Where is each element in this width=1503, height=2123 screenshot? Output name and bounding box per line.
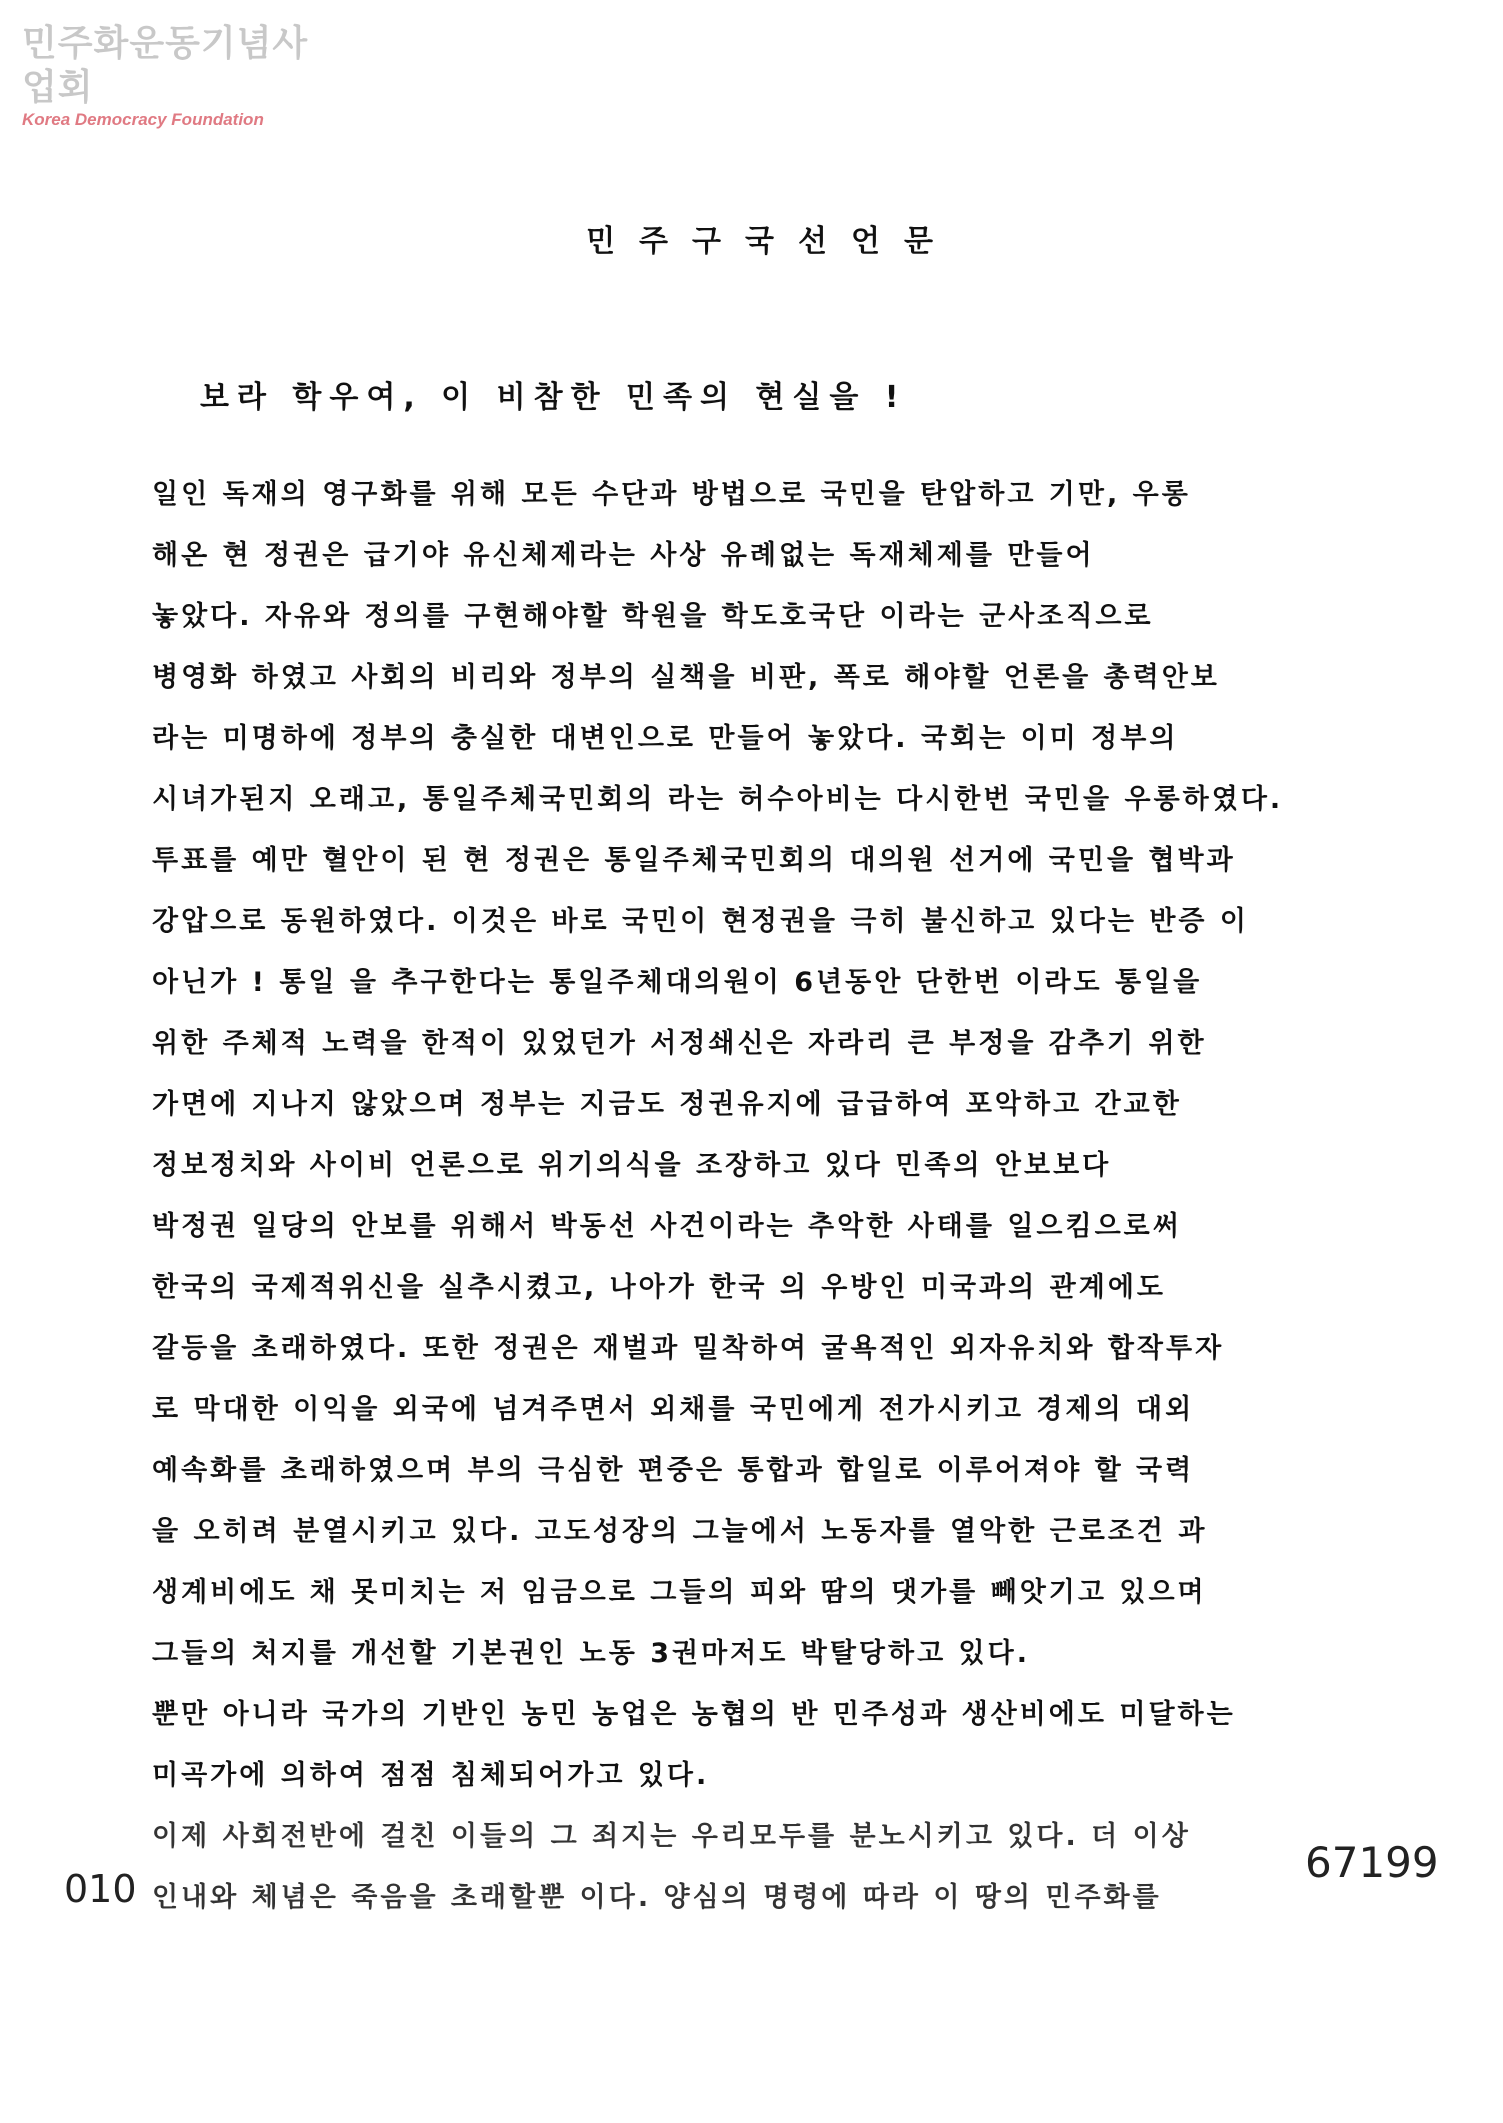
- body-line: 강압으로 동원하였다. 이것은 바로 국민이 현정권을 극히 불신하고 있다는 반증 이: [152, 906, 1249, 937]
- body-line: 그들의 처지를 개선할 기본권인 노동 3권마저도 박탈당하고 있다.: [152, 1638, 1030, 1669]
- body-line: 놓았다. 자유와 정의를 구현해야할 학원을 학도호국단 이라는 군사조직으로: [152, 601, 1154, 632]
- body-line: 아닌가 ! 통일 을 추구한다는 통일주체대의원이 6년동안 단한번 이라도 통일을: [152, 967, 1203, 998]
- document-body: [152, 464, 1392, 1928]
- body-line: 일인 독재의 영구화를 위해 모든 수단과 방법으로 국민을 탄압하고 기만, 우롱: [152, 479, 1191, 510]
- body-line: 박정권 일당의 안보를 위해서 박동선 사건이라는 추악한 사태를 일으킴으로써: [152, 1211, 1182, 1242]
- body-line: 가면에 지나지 않았으며 정부는 지금도 정권유지에 급급하여 포악하고 간교한: [152, 1089, 1182, 1120]
- body-line: 갈등을 초래하였다. 또한 정권은 재벌과 밀착하여 굴욕적인 외자유치와 합작투자: [152, 1333, 1225, 1364]
- body-line: 병영화 하였고 사회의 비리와 정부의 실책을 비판, 폭로 해야할 언론을 총력안보: [152, 662, 1220, 693]
- body-line: 로 막대한 이익을 외국에 넘겨주면서 외채를 국민에게 전가시키고 경제의 대외: [152, 1394, 1195, 1425]
- watermark-logo: [22, 22, 342, 130]
- body-line: 생계비에도 채 못미치는 저 임금으로 그들의 피와 땀의 댓가를 빼앗기고 있으며: [152, 1577, 1207, 1608]
- watermark-org-english: Korea Democracy Foundation: [22, 110, 264, 129]
- body-line: 인내와 체념은 죽음을 초래할뿐 이다. 양심의 명령에 따라 이 땅의 민주화를: [152, 1882, 1162, 1913]
- body-line: 라는 미명하에 정부의 충실한 대변인으로 만들어 놓았다. 국회는 이미 정부의: [152, 723, 1179, 754]
- watermark-org-korean: 민주화운동기념사업회: [22, 23, 309, 108]
- body-line: 예속화를 초래하였으며 부의 극심한 편중은 통합과 합일로 이루어져야 할 국력: [152, 1455, 1195, 1486]
- body-line: 뿐만 아니라 국가의 기반인 농민 농업은 농협의 반 민주성과 생산비에도 미달하는: [152, 1699, 1236, 1730]
- opening-line: 보라 학우여, 이 비참한 민족의 현실을 !: [200, 380, 907, 415]
- body-line: 해온 현 정권은 급기야 유신체제라는 사상 유례없는 독재체제를 만들어: [152, 540, 1095, 571]
- body-line: 정보정치와 사이비 언론으로 위기의식을 조장하고 있다 민족의 안보보다: [152, 1150, 1112, 1181]
- body-line: 미곡가에 의하여 점점 침체되어가고 있다.: [152, 1760, 710, 1791]
- body-line: 투표를 예만 혈안이 된 현 정권은 통일주체국민회의 대의원 선거에 국민을 협박과: [152, 845, 1236, 876]
- body-line: 위한 주체적 노력을 한적이 있었던가 서정쇄신은 자라리 큰 부정을 감추기 위한: [152, 1028, 1207, 1059]
- body-line: 시녀가된지 오래고, 통일주체국민회의 라는 허수아비는 다시한번 국민을 우롱하였다.: [152, 784, 1284, 815]
- body-line: 을 오히려 분열시키고 있다. 고도성장의 그늘에서 노동자를 열악한 근로조건 과: [152, 1516, 1208, 1547]
- document-title: 민주구국선언문: [586, 224, 957, 259]
- body-line: 한국의 국제적위신을 실추시켰고, 나아가 한국 의 우방인 미국과의 관계에도: [152, 1272, 1166, 1303]
- archive-number: 67199: [1305, 1838, 1439, 1887]
- page-mark-left: 010: [64, 1867, 137, 1911]
- body-line: 이제 사회전반에 걸친 이들의 그 죄지는 우리모두를 분노시키고 있다. 더 이상: [152, 1821, 1191, 1852]
